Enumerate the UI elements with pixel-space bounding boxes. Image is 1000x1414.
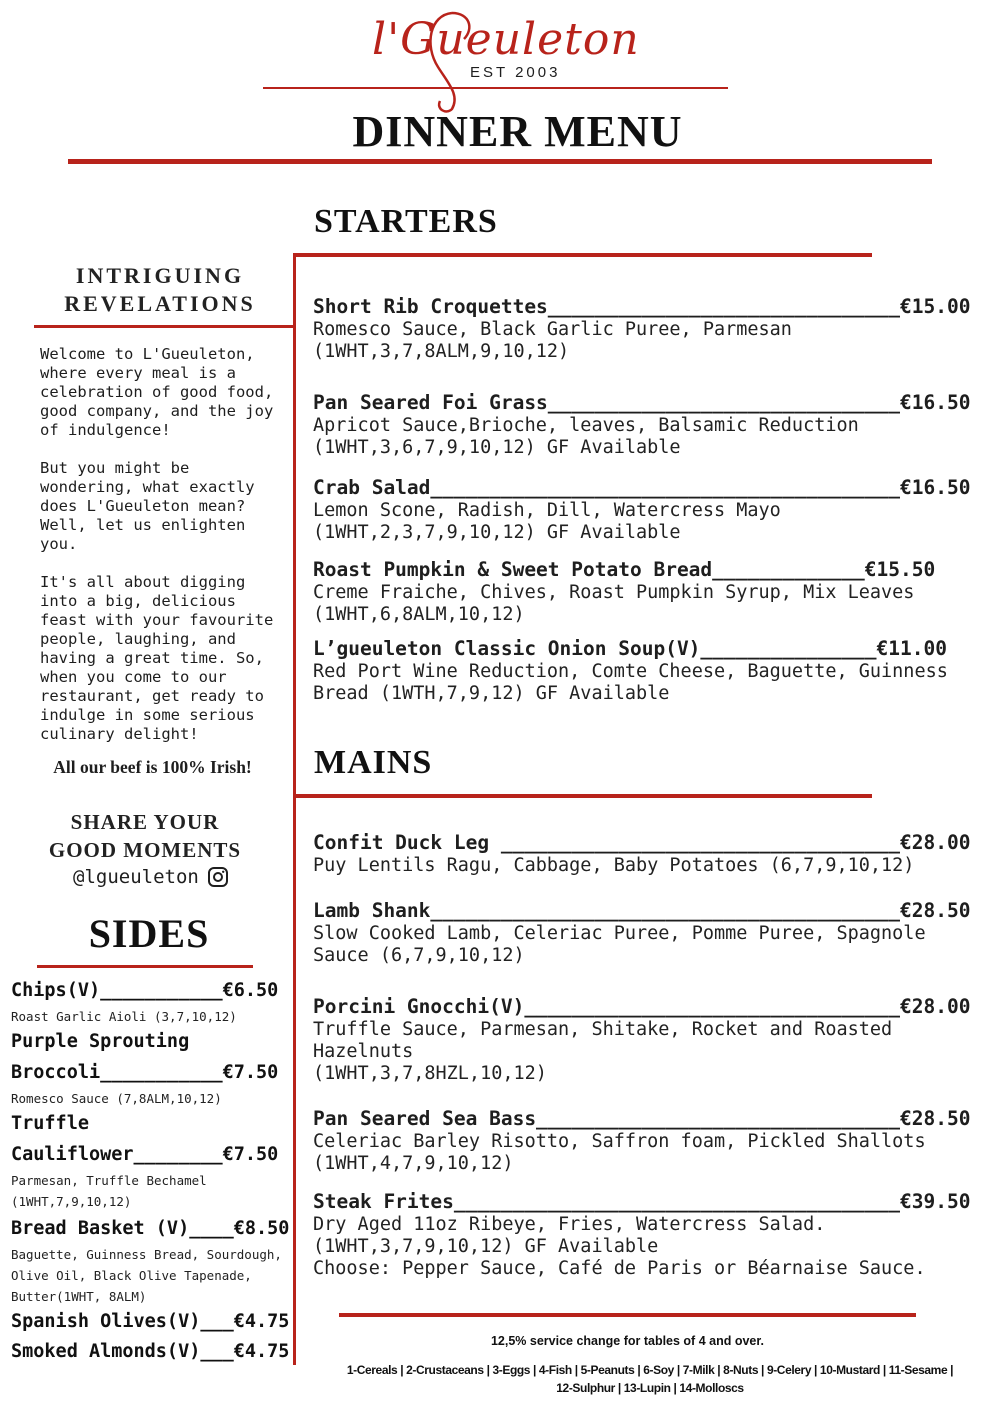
sidebar-heading-line2: REVELATIONS [64,291,256,316]
main-item-desc: Slow Cooked Lamb, Celeriac Puree, Pomme Puree, Spagnole Sauce (6,7,9,10,12) [313,923,926,966]
starter-item [313,295,973,363]
side-item [11,1306,296,1337]
side-item-desc: Baguette, Guinness Bread, Sourdough, Olive Oil, Black Olive Tapenade, Butter(1WHT, 8ALM) [11,1247,282,1304]
allergen-legend-line2: 12-Sulphur | 13-Lupin | 14-Molloscs [556,1381,744,1395]
sides-heading-divider [37,965,253,968]
beef-note: All our beef is 100% Irish! [53,757,252,777]
starter-item-desc: Lemon Scone, Radish, Dill, Watercress Mayo (1WHT,2,3,7,9,10,12) GF Available [313,500,781,543]
main-item-name: Pan Seared Sea Bass_______________________________€28.50 [313,1107,971,1130]
title-divider [68,159,932,164]
mains-divider [295,794,872,798]
side-item-desc: Romesco Sauce (7,8ALM,10,12) [11,1091,222,1106]
starter-item-desc: Red Port Wine Reduction, Comte Cheese, Baguette, Guinness Bread (1WTH,7,9,12) GF Available [313,661,948,704]
brand-name: l'Gueuleton [372,14,640,65]
starter-item-desc: Romesco Sauce, Black Garlic Puree, Parmesan (1WHT,3,7,8ALM,9,10,12) [313,319,792,362]
side-item [11,1108,296,1212]
side-item-name: Chips(V)___________€6.50 [11,980,279,1001]
main-item-name: Steak Frites______________________________________€39.50 [313,1190,971,1213]
page-title: DINNER MENU [352,107,683,156]
main-item [313,995,973,1085]
starter-item-name: Short Rib Croquettes______________________________€15.00 [313,295,971,318]
side-item [11,1336,296,1367]
side-item [11,1213,296,1307]
side-item-name: Smoked Almonds(V)___€4.75 [11,1341,290,1362]
sides-heading: SIDES [88,911,210,956]
main-item-name: Confit Duck Leg __________________________________€28.00 [313,831,971,854]
main-item-desc: Truffle Sauce, Parmesan, Shitake, Rocket and Roasted Hazelnuts (1WHT,3,7,8HZL,10,12) [313,1019,893,1084]
footer-divider [339,1313,916,1317]
share-line2: GOOD MOMENTS [48,838,242,862]
starter-item-name: L’gueuleton Classic Onion Soup(V)_______________€11.00 [313,637,947,660]
social-handle-row[interactable] [73,866,229,888]
main-item-desc: Celeriac Barley Risotto, Saffron foam, Pickled Shallots (1WHT,4,7,9,10,12) [313,1131,926,1174]
side-item-name: Truffle Cauliflower________€7.50 [11,1113,279,1165]
sidebar-heading-divider [34,325,296,328]
allergen-legend [300,1361,1000,1397]
starter-item [313,637,973,705]
starter-item [313,391,973,459]
brand-established: EST 2003 [470,64,561,81]
side-item-name: Bread Basket (V)____€8.50 [11,1218,290,1239]
service-note: 12,5% service change for tables of 4 and over. [490,1334,765,1348]
logo-underline [263,87,728,89]
starters-heading: STARTERS [314,203,498,240]
side-item-desc: Roast Garlic Aioli (3,7,10,12) [11,1009,237,1024]
starter-item-desc: Creme Fraiche, Chives, Roast Pumpkin Syrup, Mix Leaves (1WHT,6,8ALM,10,12) [313,582,915,625]
logo [0,0,1000,100]
starter-item-name: Crab Salad________________________________________€16.50 [313,476,971,499]
side-item-name: Purple Sprouting Broccoli___________€7.50 [11,1031,279,1083]
starter-item [313,476,973,544]
starter-item-name: Pan Seared Foi Grass______________________________€16.50 [313,391,971,414]
column-divider [293,253,296,1365]
sidebar-heading [40,262,280,318]
main-item [313,831,973,877]
main-item-name: Lamb Shank________________________________________€28.50 [313,899,971,922]
main-item [313,1190,973,1280]
main-item-desc: Dry Aged 11oz Ribeye, Fries, Watercress Salad. (1WHT,3,7,9,10,12) GF Available Choose: Pepper Sauce, Café de Paris or Béarnaise Sauce. [313,1214,926,1279]
main-item [313,1107,973,1175]
starter-item-name: Roast Pumpkin & Sweet Potato Bread_____________€15.50 [313,558,936,581]
side-item [11,1026,296,1109]
side-item [11,975,296,1027]
main-item-desc: Puy Lentils Ragu, Cabbage, Baby Potatoes (6,7,9,10,12) [313,855,915,876]
starters-divider [295,253,872,257]
social-handle[interactable]: @lgueuleton [73,866,199,888]
side-item-name: Spanish Olives(V)___€4.75 [11,1311,290,1332]
share-heading [25,808,265,864]
sidebar-heading-line1: INTRIGUING [75,263,245,288]
starter-item [313,558,973,626]
sidebar-intro: Welcome to L'Gueuleton, where every meal is a celebration of good food, good company, and the joy of indulgence! But you might be wondering, what exactly does L'Gueuleton mean? Well, let us enlighten you. It's all about digging into a big, delicious feast with your favourite people, laughing, and having a great time. So, when you come to our restaurant, get ready to indulge in some serious culinary delight! [40,345,274,743]
side-item-desc: Parmesan, Truffle Bechamel (1WHT,7,9,10,12) [11,1173,207,1209]
instagram-icon[interactable] [207,866,229,888]
allergen-legend-line1: 1-Cereals | 2-Crustaceans | 3-Eggs | 4-Fish | 5-Peanuts | 6-Soy | 7-Milk | 8-Nuts | 9-Celery | 10-Mustard | 11-Sesame | [346,1363,954,1377]
starter-item-desc: Apricot Sauce,Brioche, leaves, Balsamic Reduction (1WHT,3,6,7,9,10,12) GF Available [313,415,859,458]
share-line1: SHARE YOUR [70,810,220,834]
main-item-name: Porcini Gnocchi(V)________________________________€28.00 [313,995,971,1018]
main-item [313,899,973,967]
mains-heading: MAINS [314,744,433,781]
